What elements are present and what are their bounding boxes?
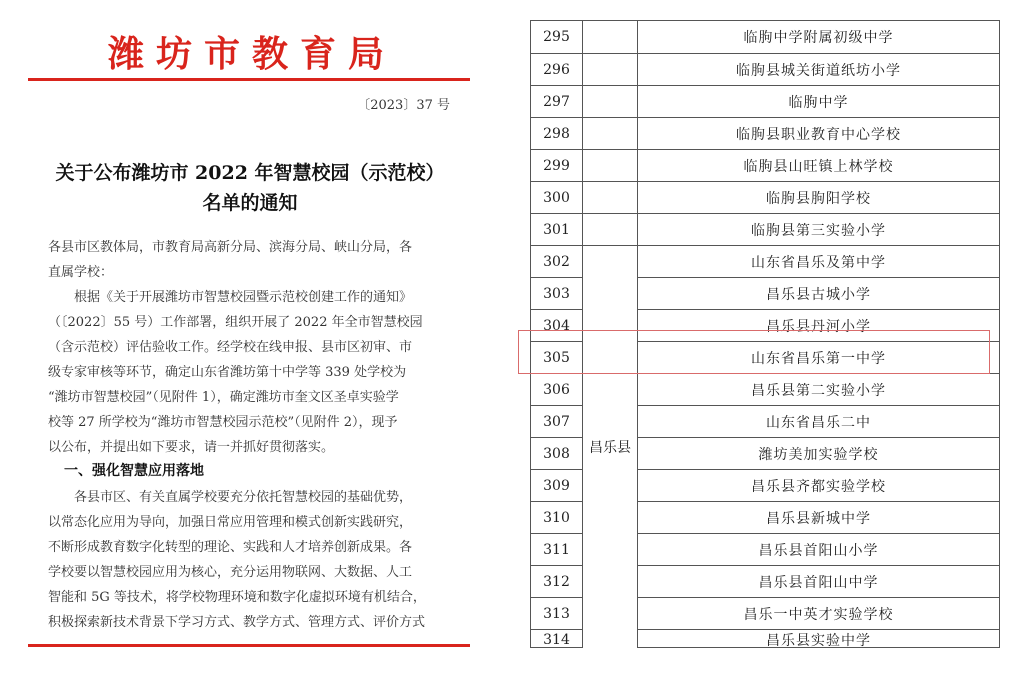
- row-number: 304: [531, 310, 583, 341]
- body-line: 校等 27 所学校为“潍坊市智慧校园示范校”（见附件 2），现予: [48, 415, 398, 430]
- row-number: 312: [531, 566, 583, 597]
- table-row: [531, 181, 999, 213]
- school-name: 昌乐县新城中学: [637, 502, 999, 533]
- row-number: 310: [531, 502, 583, 533]
- body-line: （〔2022〕55 号）工作部署，组织开展了 2022 年全市智慧校园: [48, 315, 423, 330]
- row-number: 295: [531, 21, 583, 53]
- school-name: 临朐县第三实验小学: [637, 214, 999, 245]
- table-row: [531, 85, 999, 117]
- school-name: 临朐中学: [637, 86, 999, 117]
- section-body-line: 智能和 5G 等技术，将学校物理环境和数字化虚拟环境有机结合，: [48, 590, 426, 605]
- table-row: [531, 53, 999, 85]
- notice-title: [40, 158, 460, 218]
- row-number: 307: [531, 406, 583, 437]
- body-line: 直属学校：: [48, 265, 114, 280]
- county-merged-cell: 昌乐县: [583, 245, 637, 648]
- table-row: [531, 149, 999, 181]
- school-name: 山东省昌乐二中: [637, 406, 999, 437]
- table-row: [531, 21, 999, 53]
- row-number: 305: [531, 342, 583, 373]
- body-line: “潍坊市智慧校园”（见附件 1），确定潍坊市奎文区圣卓实验学: [48, 390, 399, 405]
- section-body-line: 积极探索新技术背景下学习方式、教学方式、管理方式、评价方式: [48, 615, 426, 630]
- body-line: 级专家审核等环节，确定山东省潍坊第十中学等 339 处学校为: [48, 365, 407, 380]
- row-number: 298: [531, 118, 583, 149]
- row-number: 308: [531, 438, 583, 469]
- highlight-annotation-box: [518, 330, 990, 374]
- school-name: 临朐中学附属初级中学: [637, 21, 999, 53]
- row-number: 313: [531, 598, 583, 629]
- body-line: （含示范校）评估验收工作。经学校在线申报、县市区初审、市: [48, 340, 413, 355]
- row-number: 314: [531, 629, 583, 648]
- section-body-line: 不断形成教育数字化转型的理论、实践和人才培养创新成果。各: [48, 540, 413, 555]
- row-number: 296: [531, 54, 583, 85]
- row-number: 297: [531, 86, 583, 117]
- row-number: 302: [531, 246, 583, 277]
- row-number: 303: [531, 278, 583, 309]
- body-line: 以公布，并提出如下要求，请一并抓好贯彻落实。: [48, 440, 335, 455]
- school-name: 临朐县山旺镇上林学校: [637, 150, 999, 181]
- school-name: 昌乐县古城小学: [637, 278, 999, 309]
- school-name: 昌乐县丹河小学: [637, 310, 999, 341]
- school-name: 山东省昌乐第一中学: [637, 342, 999, 373]
- row-number: 301: [531, 214, 583, 245]
- section-body-line: 各县市区、有关直属学校要充分依托智慧校园的基础优势，: [48, 490, 413, 505]
- row-number: 306: [531, 374, 583, 405]
- notice-title-line-1: 关于公布潍坊市 2022 年智慧校园（示范校）: [55, 162, 445, 184]
- notice-title-line-2: 名单的通知: [202, 192, 298, 214]
- body-line: 各县市区教体局，市教育局高新分局、滨海分局、峡山分局，各: [48, 240, 413, 255]
- school-name: 山东省昌乐及第中学: [637, 246, 999, 277]
- table-row: [531, 213, 999, 245]
- school-name: 昌乐县第二实验小学: [637, 374, 999, 405]
- row-number: 300: [531, 182, 583, 213]
- school-name: 临朐县城关街道纸坊小学: [637, 54, 999, 85]
- notice-page: [0, 0, 500, 675]
- section-heading: 一、强化智慧应用落地: [64, 463, 204, 479]
- row-number: 311: [531, 534, 583, 565]
- school-name: 昌乐县首阳山小学: [637, 534, 999, 565]
- school-name: 临朐县朐阳学校: [637, 182, 999, 213]
- document-number: 〔2023〕37 号: [357, 98, 450, 113]
- header-red-rule: [28, 78, 470, 81]
- school-name: 昌乐县首阳山中学: [637, 566, 999, 597]
- section-body-line: 以常态化应用为导向，加强日常应用管理和模式创新实践研究，: [48, 515, 413, 530]
- section-body-line: 学校要以智慧校园应用为核心，充分运用物联网、大数据、人工: [48, 565, 413, 580]
- school-name: 临朐县职业教育中心学校: [637, 118, 999, 149]
- table-row: [531, 117, 999, 149]
- body-line: 根据《关于开展潍坊市智慧校园暨示范校创建工作的通知》: [48, 290, 413, 305]
- school-name: 昌乐一中英才实验学校: [637, 598, 999, 629]
- school-name: 昌乐县齐都实验学校: [637, 470, 999, 501]
- row-number: 309: [531, 470, 583, 501]
- school-name: 潍坊美加实验学校: [637, 438, 999, 469]
- letterhead-title: 潍坊市教育局: [107, 33, 396, 75]
- footer-red-rule: [28, 644, 470, 647]
- row-number: 299: [531, 150, 583, 181]
- school-name: 昌乐县实验中学: [637, 629, 999, 648]
